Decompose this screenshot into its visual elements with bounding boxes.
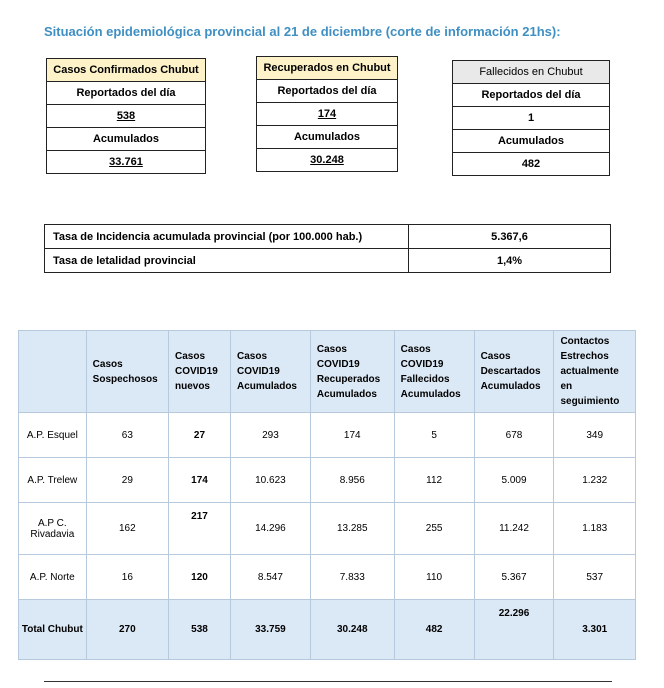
table-cell: 678 — [474, 413, 554, 458]
table-cell: 27 — [168, 413, 230, 458]
table-cell: 5.367 — [474, 555, 554, 600]
footer-divider — [44, 681, 612, 682]
total-cell: 3.301 — [554, 600, 636, 660]
column-header: Casos Sospechosos — [86, 331, 168, 413]
table-cell: 293 — [230, 413, 310, 458]
column-header: Casos COVID19 Recuperados Acumulados — [310, 331, 394, 413]
column-header: Casos COVID19 nuevos — [168, 331, 230, 413]
table-cell: 217 — [168, 503, 230, 555]
rates-table — [44, 224, 611, 273]
table-cell: 112 — [394, 458, 474, 503]
recovered-accum-value: 30.248 — [257, 149, 398, 172]
table-cell: 14.296 — [230, 503, 310, 555]
table-cell: 16 — [86, 555, 168, 600]
deceased-header: Fallecidos en Chubut — [453, 61, 610, 84]
deceased-accum-value: 482 — [453, 153, 610, 176]
table-row — [19, 503, 636, 555]
total-cell: 22.296 — [474, 600, 554, 660]
table-cell: 29 — [86, 458, 168, 503]
table-cell: 11.242 — [474, 503, 554, 555]
total-cell: 30.248 — [310, 600, 394, 660]
recovered-reported-label: Reportados del día — [257, 80, 398, 103]
table-row — [19, 413, 636, 458]
recovered-header: Recuperados en Chubut — [257, 57, 398, 80]
recovered-reported-value: 174 — [257, 103, 398, 126]
table-cell: 10.623 — [230, 458, 310, 503]
deceased-box — [452, 60, 610, 176]
table-cell: 1.183 — [554, 503, 636, 555]
table-cell: 5 — [394, 413, 474, 458]
recovered-box — [256, 56, 398, 172]
total-cell: 33.759 — [230, 600, 310, 660]
table-cell: 162 — [86, 503, 168, 555]
table-cell: 7.833 — [310, 555, 394, 600]
column-header: Casos COVID19 Fallecidos Acumulados — [394, 331, 474, 413]
table-cell: 63 — [86, 413, 168, 458]
deceased-reported-value: 1 — [453, 107, 610, 130]
total-cell: 482 — [394, 600, 474, 660]
confirmed-accum-value: 33.761 — [47, 151, 206, 174]
table-cell: 110 — [394, 555, 474, 600]
table-cell: 8.956 — [310, 458, 394, 503]
table-row — [19, 555, 636, 600]
table-row — [19, 458, 636, 503]
total-label: Total Chubut — [19, 600, 87, 660]
table-cell: 537 — [554, 555, 636, 600]
row-label: A.P. Norte — [19, 555, 87, 600]
table-cell: 5.009 — [474, 458, 554, 503]
confirmed-cases-box — [46, 58, 206, 174]
confirmed-accum-label: Acumulados — [47, 128, 206, 151]
table-cell: 8.547 — [230, 555, 310, 600]
table-cell: 13.285 — [310, 503, 394, 555]
column-header: Casos COVID19 Acumulados — [230, 331, 310, 413]
row-label: A.P. Trelew — [19, 458, 87, 503]
district-table — [18, 330, 636, 660]
total-cell: 270 — [86, 600, 168, 660]
row-label: A.P. Esquel — [19, 413, 87, 458]
incidence-label: Tasa de Incidencia acumulada provincial (por 100.000 hab.) — [45, 225, 409, 249]
confirmed-reported-value: 538 — [47, 105, 206, 128]
incidence-value: 5.367,6 — [409, 225, 611, 249]
confirmed-reported-label: Reportados del día — [47, 82, 206, 105]
table-header-row — [19, 331, 636, 413]
total-cell: 538 — [168, 600, 230, 660]
table-cell: 174 — [168, 458, 230, 503]
total-row — [19, 600, 636, 660]
table-cell: 174 — [310, 413, 394, 458]
recovered-accum-label: Acumulados — [257, 126, 398, 149]
lethality-label: Tasa de letalidad provincial — [45, 249, 409, 273]
column-header — [19, 331, 87, 413]
table-cell: 349 — [554, 413, 636, 458]
lethality-value: 1,4% — [409, 249, 611, 273]
deceased-accum-label: Acumulados — [453, 130, 610, 153]
table-cell: 1.232 — [554, 458, 636, 503]
row-label: A.P C. Rivadavia — [19, 503, 87, 555]
deceased-reported-label: Reportados del día — [453, 84, 610, 107]
page-title: Situación epidemiológica provincial al 21 de diciembre (corte de información 21hs): — [44, 24, 561, 39]
column-header: Casos Descartados Acumulados — [474, 331, 554, 413]
table-cell: 120 — [168, 555, 230, 600]
column-header: Contactos Estrechos actualmente en seguimiento — [554, 331, 636, 413]
confirmed-header: Casos Confirmados Chubut — [47, 59, 206, 82]
table-cell: 255 — [394, 503, 474, 555]
